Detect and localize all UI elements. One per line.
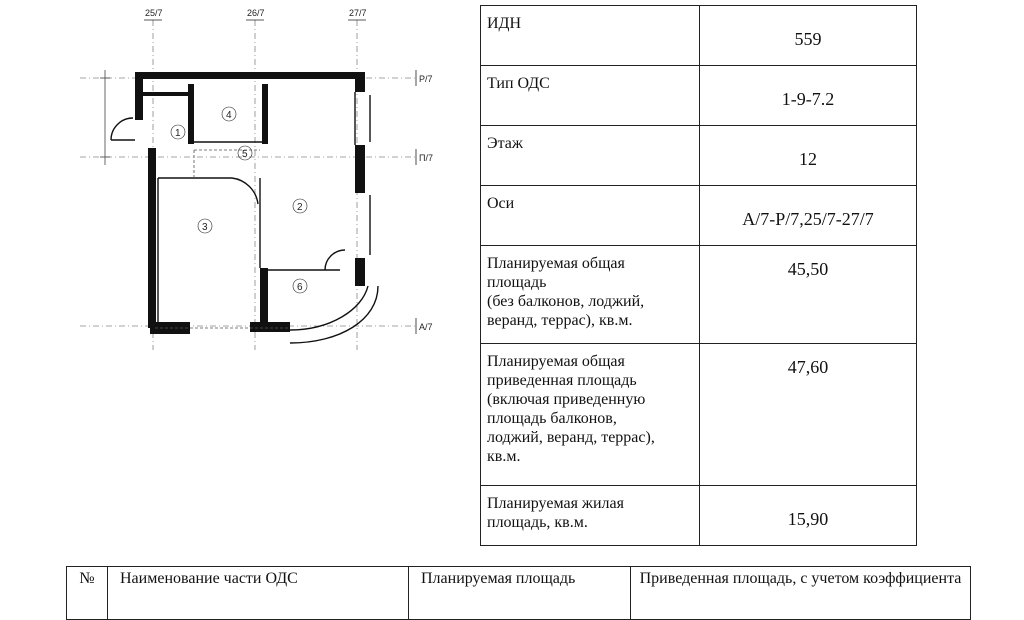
- prop-label-type: Тип ОДС: [481, 66, 700, 126]
- axis-label-p: П/7: [419, 153, 433, 163]
- label-line: Планируемая общая: [487, 255, 625, 272]
- label-line: площадь, кв.м.: [487, 514, 588, 531]
- room-number-2: 2: [297, 202, 303, 213]
- axis-label-26: 26/7: [247, 8, 265, 18]
- floor-plan: [0, 0, 470, 360]
- prop-value-floor: 12: [700, 126, 917, 186]
- col-header-area: Планируемая площадь: [409, 567, 631, 620]
- prop-label-reduced-area: [481, 344, 700, 486]
- table-header-row: [67, 567, 971, 620]
- prop-label-total-area: [481, 246, 700, 344]
- table-row: [481, 486, 917, 546]
- table-row: [481, 126, 917, 186]
- table-row: [481, 246, 917, 344]
- table-row: [481, 186, 917, 246]
- prop-label-axes: Оси: [481, 186, 700, 246]
- room-number-6: 6: [297, 282, 303, 293]
- col-header-name: Наименование части ОДС: [108, 567, 409, 620]
- label-line: (включая приведенную: [487, 391, 646, 408]
- label-line: веранд, террас), кв.м.: [487, 312, 633, 329]
- label-line: Планируемая общая: [487, 353, 625, 370]
- axis-label-r: Р/7: [419, 74, 433, 84]
- apartment-properties-table: [480, 5, 917, 546]
- col-header-reduced-area: Приведенная площадь, с учетом коэффициента: [631, 567, 971, 620]
- prop-value-axes: А/7-Р/7,25/7-27/7: [700, 186, 917, 246]
- table-row: [481, 66, 917, 126]
- label-line: площадь балконов,: [487, 410, 617, 427]
- prop-value-reduced-area: 47,60: [700, 344, 917, 486]
- prop-label-living-area: [481, 486, 700, 546]
- label-line: Планируемая жилая: [487, 495, 624, 512]
- prop-value-type: 1-9-7.2: [700, 66, 917, 126]
- prop-value-living-area: 15,90: [700, 486, 917, 546]
- ods-parts-table: [66, 566, 971, 620]
- prop-label-idn: ИДН: [481, 6, 700, 66]
- label-line: площадь: [487, 274, 547, 291]
- axis-label-25: 25/7: [145, 8, 163, 18]
- table-row: [481, 6, 917, 66]
- axis-label-a: А/7: [419, 322, 433, 332]
- axis-label-27: 27/7: [349, 8, 367, 18]
- room-number-1: 1: [175, 128, 181, 139]
- prop-value-idn: 559: [700, 6, 917, 66]
- room-number-4: 4: [226, 110, 232, 121]
- room-number-5: 5: [242, 149, 248, 160]
- table-row: [481, 344, 917, 486]
- label-line: приведенная площадь: [487, 372, 637, 389]
- label-line: кв.м.: [487, 448, 521, 465]
- prop-value-total-area: 45,50: [700, 246, 917, 344]
- label-line: (без балконов, лоджий,: [487, 293, 645, 310]
- room-number-3: 3: [202, 222, 208, 233]
- col-header-number: №: [67, 567, 108, 620]
- label-line: лоджий, веранд, террас),: [487, 429, 655, 446]
- prop-label-floor: Этаж: [481, 126, 700, 186]
